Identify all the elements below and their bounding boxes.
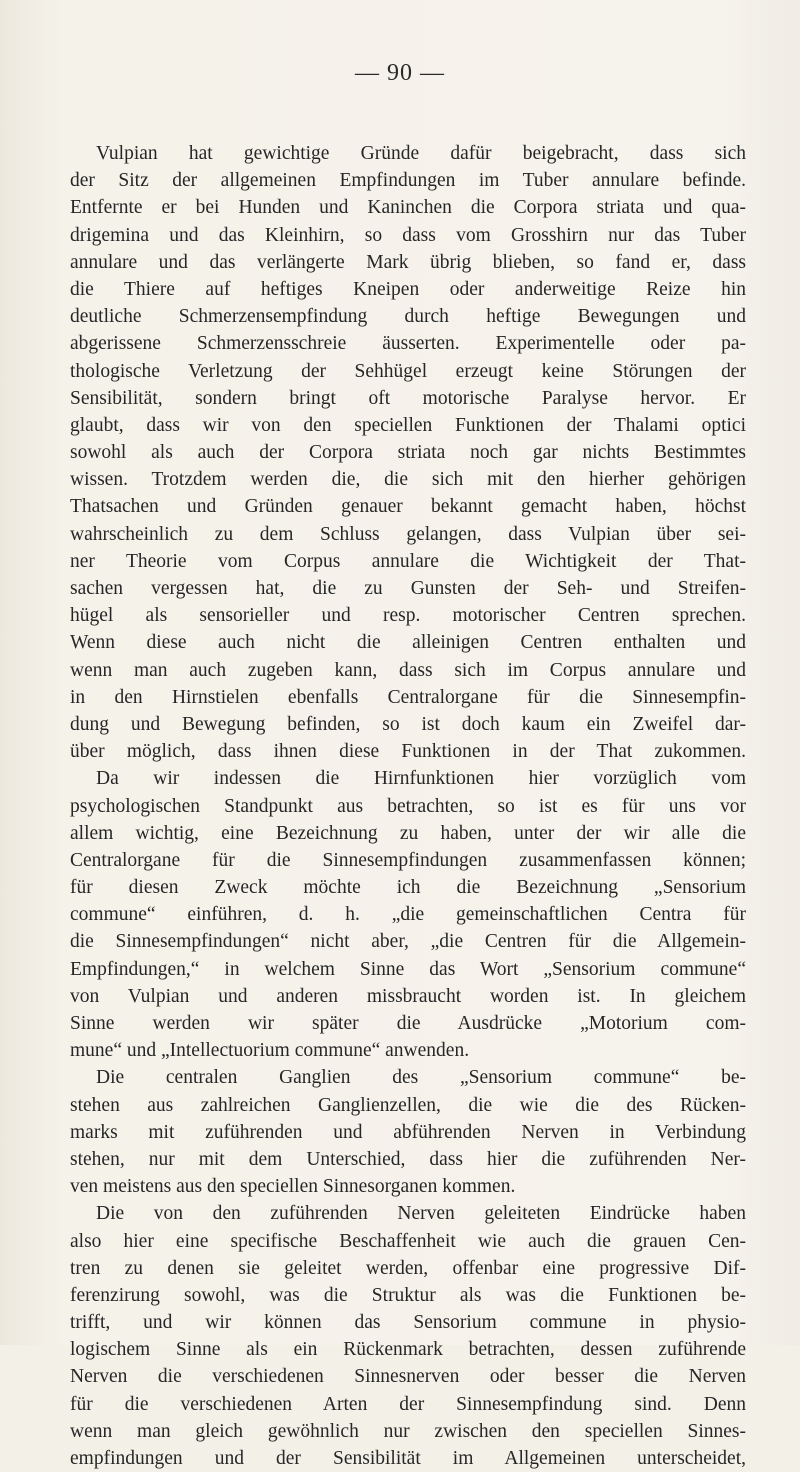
text-line: die Sinnesempfindungen“ nicht aber, „die Centren für die Allgemein-: [70, 931, 746, 953]
text-line: deutliche Schmerzensempfindung durch heftige Bewegungen und: [70, 306, 746, 328]
text-line: stehen aus zahlreichen Ganglienzellen, die wie die des Rücken-: [70, 1094, 746, 1116]
text-line: psychologischen Standpunkt aus betrachten, so ist es für uns vor: [70, 795, 746, 817]
text-line: Thatsachen und Gründen genauer bekannt gemacht haben, höchst: [70, 496, 746, 518]
text-line: Empfindungen,“ in welchem Sinne das Wort „Sensorium commune“: [70, 958, 746, 980]
text-line: Centralorgane für die Sinnesempfindungen zusammenfassen können;: [70, 849, 746, 871]
text-line: allem wichtig, eine Bezeichnung zu haben, unter der wir alle die: [70, 822, 746, 844]
text-line: drigemina und das Kleinhirn, so dass vom Grosshirn nur das Tuber: [70, 224, 746, 246]
text-line: commune“ einführen, d. h. „die gemeinschaftlichen Centra für: [70, 904, 746, 926]
text-line: sachen vergessen hat, die zu Gunsten der Seh- und Streifen-: [70, 578, 746, 599]
text-line: empfindungen und der Sensibilität im Allgemeinen unterscheidet,: [70, 1448, 746, 1469]
text-line: über möglich, dass ihnen diese Funktionen in der That zukommen.: [70, 741, 746, 763]
text-line: dung und Bewegung befinden, so ist doch kaum ein Zweifel dar-: [70, 713, 746, 735]
text-line: Sinne werden wir später die Ausdrücke „Motorium com-: [70, 1013, 746, 1034]
text-line: thologische Verletzung der Sehhügel erzeugt keine Störungen der: [70, 360, 746, 382]
page-number: — 90 —: [355, 60, 445, 86]
text-line: ner Theorie vom Corpus annulare die Wichtigkeit der That-: [70, 550, 746, 572]
text-line: abgerissene Schmerzensschreie äusserten. Experimentelle oder pa-: [70, 333, 746, 355]
text-line: wissen. Trotzdem werden die, die sich mit den hierher gehörigen: [70, 469, 746, 491]
text-line: hügel als sensorieller und resp. motorischer Centren sprechen.: [70, 605, 746, 627]
text-line: sowohl als auch der Corpora striata noch gar nichts Bestimmtes: [70, 442, 746, 464]
text-line: stehen, nur mit dem Unterschied, dass hier die zuführenden Ner-: [70, 1148, 746, 1170]
text-line: Die centralen Ganglien des „Sensorium commune“ be-: [96, 1067, 746, 1089]
text-line: wenn man auch zugeben kann, dass sich im Corpus annulare und: [70, 659, 746, 681]
text-line: annulare und das verlängerte Mark übrig blieben, so fand er, dass: [70, 251, 746, 273]
text-line: tren zu denen sie geleitet werden, offenbar eine progressive Dif-: [70, 1257, 746, 1279]
text-line: Nerven die verschiedenen Sinnesnerven oder besser die Nerven: [70, 1366, 746, 1388]
body-text: [70, 140, 746, 1472]
text-line: Wenn diese auch nicht die alleinigen Centren enthalten und: [70, 632, 746, 654]
text-line: für die verschiedenen Arten der Sinnesempfindung sind. Denn: [70, 1393, 746, 1415]
text-line: Da wir indessen die Hirnfunktionen hier vorzüglich vom: [96, 768, 746, 790]
text-line: der Sitz der allgemeinen Empfindungen im Tuber annulare befinde.: [70, 170, 746, 192]
text-line: ven meistens aus den speciellen Sinnesorganen kommen.: [70, 1176, 516, 1198]
text-line: Die von den zuführenden Nerven geleiteten Eindrücke haben: [96, 1203, 746, 1225]
text-line: mune“ und „Intellectuorium commune“ anwenden.: [70, 1040, 470, 1062]
text-line: glaubt, dass wir von den speciellen Funktionen der Thalami optici: [70, 414, 746, 436]
text-line: also hier eine specifische Beschaffenheit wie auch die grauen Cen-: [70, 1230, 746, 1252]
text-line: wahrscheinlich zu dem Schluss gelangen, dass Vulpian über sei-: [70, 523, 746, 545]
text-line: in den Hirnstielen ebenfalls Centralorgane für die Sinnesempfin-: [70, 686, 746, 708]
text-line: logischem Sinne als ein Rückenmark betrachten, dessen zuführende: [70, 1339, 746, 1361]
text-line: wenn man gleich gewöhnlich nur zwischen den speciellen Sinnes-: [70, 1420, 746, 1442]
text-line: Sensibilität, sondern bringt oft motorische Paralyse hervor. Er: [70, 387, 746, 409]
text-line: von Vulpian und anderen missbraucht worden ist. In gleichem: [70, 985, 746, 1007]
text-line: trifft, und wir können das Sensorium commune in physio-: [70, 1312, 746, 1334]
text-line: marks mit zuführenden und abführenden Nerven in Verbindung: [70, 1121, 746, 1143]
text-line: ferenzirung sowohl, was die Struktur als was die Funktionen be-: [70, 1284, 746, 1306]
text-line: Vulpian hat gewichtige Gründe dafür beigebracht, dass sich: [96, 143, 746, 164]
text-line: Entfernte er bei Hunden und Kaninchen die Corpora striata und qua-: [70, 197, 746, 219]
text-line: für diesen Zweck möchte ich die Bezeichnung „Sensorium: [70, 877, 746, 899]
text-line: die Thiere auf heftiges Kneipen oder anderweitige Reize hin: [70, 278, 746, 300]
